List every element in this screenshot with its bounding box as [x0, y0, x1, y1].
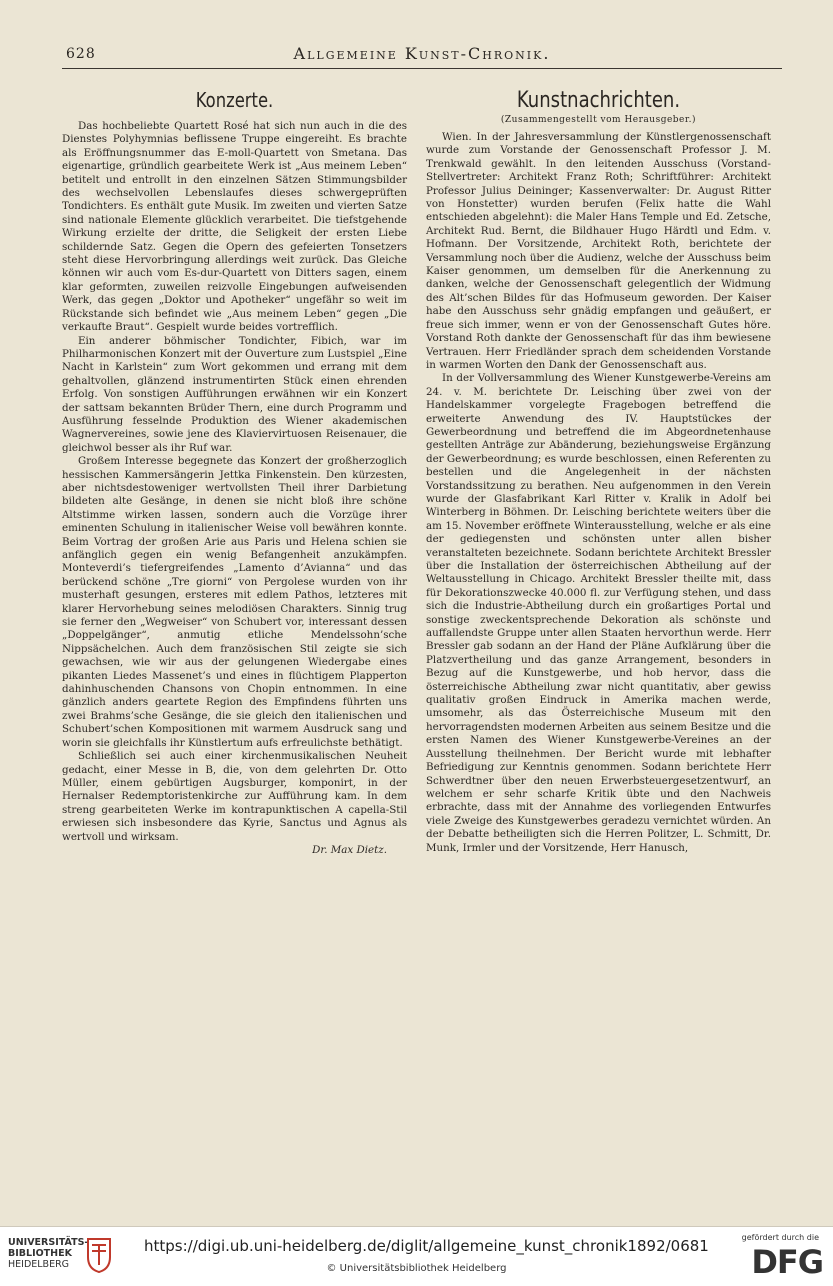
author-signature: Dr. Max Dietz.	[312, 843, 387, 856]
art-news-paragraph: Wien. In der Jahresversammlung der Künstlergenossenschaft wurde zum Vorstande der Genossenschaft Professor J. M. Trenkwald gewählt. In den leitenden Ausschuss (Vorstand-Stellvertreter: Architekt Franz Roth; Schriftführer: Architekt Professor Julius Deininger; Kassenverwalter: Dr. August Ritter von Honstetter) wurden berufen (Felix hatte die Wahl entschieden abgelehnt): die Maler Hans Temple und Ed. Zetsche, Architekt Rud. Bernt, die Bildhauer Hugo Härdtl und Edm. v. Hofmann. Der Vorsitzende, Architekt Roth, berichtete der Versammlung noch über die Audienz, welche der Ausschuss beim Kaiser genommen, um demselben für die Anerkennung zu danken, welche der Genossenschaft gelegentlich der Widmung des Alt’schen Bildes für das Hofmuseum geworden. Der Kaiser habe den Ausschuss sehr gnädig empfangen und geäußert, er freue sich immer, wenn er von der Genossenschaft Gutes höre. Vorstand Roth dankte der Genossenschaft für das ihm bewiesene Vertrauen. Herr Friedländer sprach dem scheidenden Vorstande in warmen Worten den Dank der Genossenschaft aus.	[426, 131, 771, 371]
dfg-logo[interactable]: DFG	[751, 1243, 823, 1281]
viewer-footer	[0, 1226, 833, 1286]
header-rule	[62, 68, 782, 69]
art-news-subheading: (Zusammengestellt vom Herausgeber.)	[500, 115, 697, 125]
concerts-column	[62, 88, 407, 857]
funding-note: gefördert durch die	[741, 1233, 819, 1242]
concerts-paragraph: Schließlich sei auch einer kirchenmusikalischen Neuheit gedacht, einer Messe in B, die, von dem gelehrten Dr. Otto Müller, einem gebürtigen Augsburger, komponirt, in der Hernalser Redemptoristenkirche zur Aufführung kam. In dem streng gearbeiteten Werke im kontrapunktischen A capella-Stil erwiesen sich insbesondere das Kyrie, Sanctus und Agnus als wertvoll und wirksam.	[62, 750, 407, 843]
concerts-paragraph: Großem Interesse begegnete das Konzert der großherzoglich hessischen Kammersängerin Jettka Finkenstein. Den kürzesten, aber nichtsdestoweniger wertvollsten Theil ihrer Darbietung bildeten alte Gesänge, in denen sie nicht bloß ihre schöne Altstimme wirken lassen, sondern auch die Vorzüge ihrer eminenten Schulung in italienischer Weise voll bewähren konnte. Beim Vortrag der großen Arie aus Paris und Helena schien sie anfänglich gegen ein wenig Befangenheit anzukämpfen. Monteverdi’s tiefergreifendes „Lamento d’Avianna“ und das berückend schöne „Tre giorni“ von Pergolese wurden von ihr musterhaft gesungen, ersteres mit edlem Pathos, letzteres mit klarer Hervorhebung seines melodiösen Charakters. Sinnig trug sie ferner den „Wegweiser“ von Schubert vor, interessant dessen „Doppelgänger“, anmutig etliche Mendelssohn’sche Nippsächelchen. Auch dem französischen Stil zeigte sie sich gewachsen, wie wir aus der gelungenen Wiedergabe eines pikanten Liedes Massenet’s und eines in flüchtigem Plapperton dahinhuschenden Chansons von Chopin entnommen. In eine gänzlich anders geartete Region des Empfindens führten uns zwei Brahms’sche Gesänge, die sie gleich den italienischen und Schubert’schen Kompositionen mit warmem Ausdruck sang und worin sie gleichfalls ihr Künstlertum aufs erfreulichste bethätigt.	[62, 455, 407, 749]
art-news-column	[426, 88, 771, 855]
concerts-paragraph: Das hochbeliebte Quartett Rosé hat sich nun auch in die des Dienstes Polyhymnias beflissene Truppe eingereiht. Es brachte als Eröffnungsnummer das E-moll-Quartett von Smetana. Das eigenartige, gründlich gearbeitete Werk ist „Aus meinem Leben“ betitelt und entrollt in den einzelnen Sätzen Stimmungsbilder des wechselvollen Lebenslaufes dieses schwergeprüften Tondichters. Es enthält gute Musik. Im zweiten und vierten Satze sind nationale Elemente glücklich verarbeitet. Die tiefstgehende Wirkung erzielte der dritte, die Seligkeit der ersten Liebe schildernde Satz. Gegen die Opern des gefeierten Tonsetzers steht diese Hervorbringung allerdings weit zurück. Das Gleiche können wir auch vom Es-dur-Quartett von Ditters sagen, einem klar geformten, zuweilen reizvolle Eingebungen aufweisenden Werk, das gegen „Doktor und Apotheker“ ungefähr so weit im Rückstande sich befindet wie „Aus meinem Leben“ gegen „Die verkaufte Braut“. Gespielt wurde beides vortrefflich.	[62, 120, 407, 334]
art-news-paragraph: In der Vollversammlung des Wiener Kunstgewerbe-Vereins am 24. v. M. berichtete Dr. Leisching über zwei von der Handelskammer vorgelegte Fragebogen betreffend die erweiterte Anwendung des IV. Hauptstückes der Gewerbeordnung und betreffend die im Abgeordnetenhause gestellten Anträge zur Abänderung, beziehungsweise Ergänzung der Gewerbeordnung; es wurde beschlossen, einen Referenten zu bestellen und die Angelegenheit in der nächsten Vorstandssitzung zu berathen. Neu aufgenommen in den Verein wurde der Glasfabrikant Karl Ritter v. Kralik in Adolf bei Winterberg in Böhmen. Dr. Leisching berichtete weiters über die am 15. November eröffnete Winterausstellung, welche er als eine der gediegensten und schönsten unter allen bisher veranstalteten bezeichnete. Sodann berichtete Architekt Bressler über die Installation der österreichischen Abtheilung auf der Weltausstellung in Chicago. Architekt Bressler theilte mit, dass für Dekorationszwecke 40.000 fl. zur Verfügung stehen, und dass sich die Industrie-Abtheilung durch ein großartiges Portal und sonstige zweckentsprechende Dekoration als schönste und auffallendste Gruppe unter allen Staaten hervorthun werde. Herr Bressler gab sodann an der Hand der Pläne Aufklärung über die Platzvertheilung und das ganze Arrangement, besonders in Bezug auf die Kunstgewerbe, und hob hervor, dass die österreichische Abtheilung zwar nicht quantitativ, aber gewiss qualitativ großen Eindruck in Amerika machen werde, umsomehr, als das Österreichische Museum mit den hervorragendsten modernen Arbeiten aus seinem Besitze und die ersten Namen des Wiener Kunstgewerbe-Vereines an der Ausstellung theilnehmen. Der Bericht wurde mit lebhafter Befriedigung zur Kenntnis genommen. Sodann berichtete Herr Schwerdtner über den neuen Erwerbsteuergesetzentwurf, an welchem er sehr scharfe Kritik übte und den Nachweis erbrachte, dass mit der Annahme des vorliegenden Entwurfes viele Zweige des Kunstgewerbes geradezu vernichtet würden. An der Debatte betheiligten sich die Herren Politzer, L. Schmitt, Dr. Munk, Irmler und der Vorsitzende, Herr Hanusch,	[426, 372, 771, 854]
art-news-heading: Kunstnachrichten.	[516, 88, 681, 113]
running-header	[62, 44, 782, 66]
library-name-line: UNIVERSITÄTS-	[8, 1237, 89, 1248]
copyright-text: © Universitätsbibliothek Heidelberg	[326, 1263, 507, 1274]
concerts-paragraph: Ein anderer böhmischer Tondichter, Fibich, war im Philharmonischen Konzert mit der Ouverture zum Lustspiel „Eine Nacht in Karlstein“ zum Wort gekommen und errang mit dem gehaltvollen, glänzend instrumentirten Stück einen ehrenden Erfolg. Von sonstigen Aufführungen erwähnen wir ein Konzert der sattsam bekannten Brüder Thern, eine durch Programm und Ausführung fesselnde Produktion des Wiener akademischen Wagnervereines, sowie jene des Klaviervirtuosen Reisenauer, die gleichwol besser als ihr Ruf war.	[62, 334, 407, 454]
permalink-url[interactable]: https://digi.ub.uni-heidelberg.de/diglit/allgemeine_kunst_chronik1892/0681	[144, 1237, 709, 1255]
journal-title: Allgemeine Kunst-Chronik.	[293, 44, 551, 63]
concerts-heading: Konzerte.	[195, 88, 274, 112]
library-name-line: BIBLIOTHEK	[8, 1248, 72, 1259]
library-name-line: HEIDELBERG	[8, 1259, 70, 1270]
page-number: 628	[66, 46, 96, 62]
